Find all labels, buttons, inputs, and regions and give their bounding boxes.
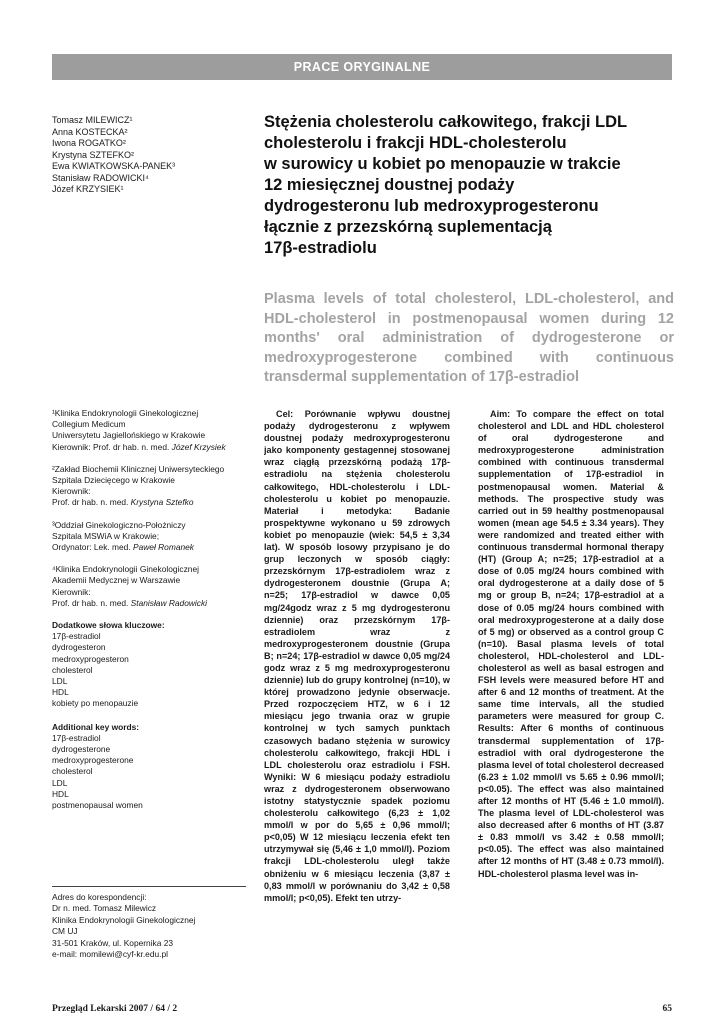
correspondence-line: 31-501 Kraków, ul. Kopernika 23 [52,937,174,948]
keyword: dydrogesterone [52,744,111,755]
title-polish [264,112,674,259]
affiliation-line: Kierownik: [52,486,91,497]
head-label: Kierownik: Prof. dr hab. n. med. [52,441,172,452]
sidebar-info [52,408,252,823]
affiliation-line: Kierownik: [52,586,91,597]
head-name: Stanisław Radowicki [130,597,208,608]
abstract-text: Aim: To compare the effect on total cholesterol and LDL and HDL cholesterol of oral dydrogesterone and medroxyprogesterone administration combined with continuous transdermal supplementation of 17β-estradiol in postmenopausal women. Material & methods. The prospective study was carried out in 59 healthy postmenopausal women (mean age 54.5 ± 3.34 years). They were randomized and treated either with continuous transdermal hormonal therapy (HT) (Group A; n=25; 17β-estradiol at a dose of 0.05 mg/24 hours combined with oral dydrogesterone at a daily dose of 5 mg or group B, n=24; 17β-estradiol at a dose of 0.05 mg/24 hours combined with oral medroxyprogesterone at a daily dose of 5 mg) or observed as a control group C (n=10). Basal plasma levels of total cholesterol, HDL-cholesterol and LDL-cholesterol as well as basal estrogen and FSH levels were measured before HT and after 6 and 12 months of treatment. At the same time intervals, all the studied parameters were measured for group C. Results: After 6 months of continuous transdermal supplementation of 17β-estradiol with oral dydrogesterone the plasma level of total cholesterol decreased (6.23 ± 1.02 mmol/l vs 5.65 ± 0.96 mmol/l; p<0.05). The effect was also maintained after 12 months of HT (5.46 ± 1.0 mmol/l). The plasma level of LDL-cholesterol was also decreased after 6 months of HT (3.87 ± 0.83 mmol/l vs 3.42 ± 0.58 mmol/l; p<0.05). The effect was also maintained after 12 months of HT (3.48 ± 0.73 mmol/l). HDL-cholesterol plasma level was in- [478,409,664,879]
correspondence-address [52,886,246,960]
author: Krystyna SZTEFKO² [52,149,135,160]
affiliation [52,408,252,453]
keyword: HDL [52,788,69,799]
keyword: cholesterol [52,766,93,777]
affiliation [52,564,252,609]
keyword: cholesterol [52,664,93,675]
author: Anna KOSTECKA² [52,126,128,137]
author: Józef KRZYSIEK¹ [52,184,124,194]
title-line: 12 miesięcznej doustnej podaży [264,176,515,194]
author: Iwona ROGATKO² [52,138,126,148]
abstract-text: Cel: Porównanie wpływu doustnej podaży dydrogesteronu z wpływem doustnej podaży medroxyprogesteronu jako komponenty gestagennej stosowanej wraz ciągłą przezskórną podażą 17β-estradiolu na stężenia cholesterolu całkowitego, HDL-cholesterolu i LDL-cholesterolu u kobiet po menopauzie. Materiał i metodyka: Badanie prospektywne wykonano u 59 zdrowych kobiet po menopauzie (wiek: 54,5 ± 3,34 lat). W sposób losowy przypisano je do grup leczonych w sposób ciągły: przezskórnym 17β-estradiolem wraz z dydrogesteronem doustnie (Grupa A; n=25; 17β-estradiol w dawce 0,05 mg/24godz wraz z 5 mg dydrogesteronu dziennie) oraz przezskórnym 17β-estradiolem wraz z medroxyprogesteronem doustnie (Grupa B; n=24; 17β-estradiol w dawce 0,05 mg/24 godz wraz z 5 mg medroxyprogesteronu dziennie) lub do grupy kontrolnej (n=10), w której prowadzono jedynie obserwacje. Przed rozpoczęciem HTZ, w 6 i 12 miesiącu jego trwania oraz w grupie kontrolnej w tych samych punktach czasowych badano stężenia w surowicy cholesterolu całkowitego, frakcji HDL i LDL cholesterolu oraz estradiolu i FSH. Wyniki: W 6 miesiącu podaży estradiolu wraz z dydrogesteronem obserwowano istotny statystycznie spadek poziomu cholesterolu całkowitego (6,23 ± 1,02 mmol/l w por do 5,65 ± 0,96 mmol/l; p<0,05) W 12 miesiącu leczenia efekt ten utrzymywał się (5,46 ± 1,0 mmol/l). Poziom frakcji LDL-cholesterolu uległ także obniżeniu w 6 miesiącu leczenia (3,87 ± 0,83 mmol/l w porównaniu do 3,42 ± 0,58 mmol/l; p<0,05). Efekt ten utrzy- [264,409,450,903]
affiliation-line: ¹Klinika Endokrynologii Ginekologicznej [52,408,199,418]
correspondence-line: CM UJ [52,926,78,937]
keywords-polish [52,620,252,710]
affiliation [52,464,252,509]
head-label: Prof. dr hab. n. med. [52,597,131,608]
keywords-english [52,722,252,812]
abstract-english [478,408,664,968]
affiliation-line: Uniwersytetu Jagiellońskiego w Krakowie [52,430,206,441]
title-line: dydrogesteronu lub medroxyprogesteronu [264,197,599,215]
keyword: dydrogesteron [52,642,106,653]
title-line: Stężenia cholesterolu całkowitego, frakcji LDL [264,113,628,131]
keyword: postmenopausal women [52,800,143,811]
affiliation [52,520,252,554]
page-number: 65 [662,1004,672,1014]
affiliation-head [52,497,252,508]
affiliation-head [52,442,252,453]
title-line: łącznie z przezskórną suplementacją [264,218,552,236]
head-label: Prof. dr hab. n. med. [52,497,131,508]
affiliation-line: Akademii Medycznej w Warszawie [52,575,181,586]
affiliation-line: Szpitala MSWiA w Krakowie; [52,530,160,541]
head-label: Ordynator: Lek. med. [52,542,133,553]
correspondence-line: Adres do korespondencji: [52,892,147,902]
abstract-polish [264,408,450,968]
title-line: 17β-estradiolu [264,239,377,257]
keyword: HDL [52,687,69,698]
correspondence-line: Klinika Endokrynologii Ginekologicznej [52,914,196,925]
affiliation-head [52,542,252,553]
correspondence-line: Dr n. med. Tomasz Milewicz [52,903,157,914]
keyword: LDL [52,777,68,788]
keyword: medroxyprogesterone [52,755,134,766]
affiliation-line: ³Oddział Ginekologiczno-Położniczy [52,519,186,530]
affiliation-head [52,598,252,609]
author: Stanisław RADOWICKI⁴ [52,172,149,183]
title-line: w surowicy u kobiet po menopauzie w trakcie [264,155,621,173]
section-header: PRACE ORYGINALNE [52,54,672,80]
keyword: 17β-estradiol [52,732,101,743]
keyword: 17β-estradiol [52,631,101,642]
keyword: LDL [52,676,68,687]
head-name: Józef Krzysiek [171,441,226,452]
author-list [52,115,252,196]
affiliation-line: ⁴Klinika Endokrynologii Ginekologicznej [52,564,199,575]
author: Ewa KWIATKOWSKA-PANEK³ [52,161,176,171]
affiliation-line: ²Zakład Biochemii Klinicznej Uniwersyteckiego [52,463,225,474]
affiliation-line: Collegium Medicum [52,419,126,430]
keywords-heading: Additional key words: [52,721,140,732]
journal-citation: Przegląd Lekarski 2007 / 64 / 2 [52,1004,178,1014]
email-link[interactable]: e-mail: momilewi@cyf-kr.edu.pl [52,949,169,960]
keyword: kobiety po menopauzie [52,698,139,709]
head-name: Krystyna Sztefko [130,497,194,508]
title-english: Plasma levels of total cholesterol, LDL-cholesterol, and HDL-cholesterol in postmenopausal women during 12 months' oral administration of dydrogesterone or medroxyprogesterone combined with continuous transdermal supplementation of 17β-estradiol [264,291,674,385]
title-line: cholesterolu i frakcji HDL-cholesterolu [264,134,567,152]
keywords-heading: Dodatkowe słowa kluczowe: [52,620,165,631]
author: Tomasz MILEWICZ¹ [52,115,133,125]
affiliation-line: Szpitala Dziecięcego w Krakowie [52,475,175,486]
head-name: Paweł Romanek [133,542,194,553]
keyword: medroxyprogesteron [52,653,129,664]
